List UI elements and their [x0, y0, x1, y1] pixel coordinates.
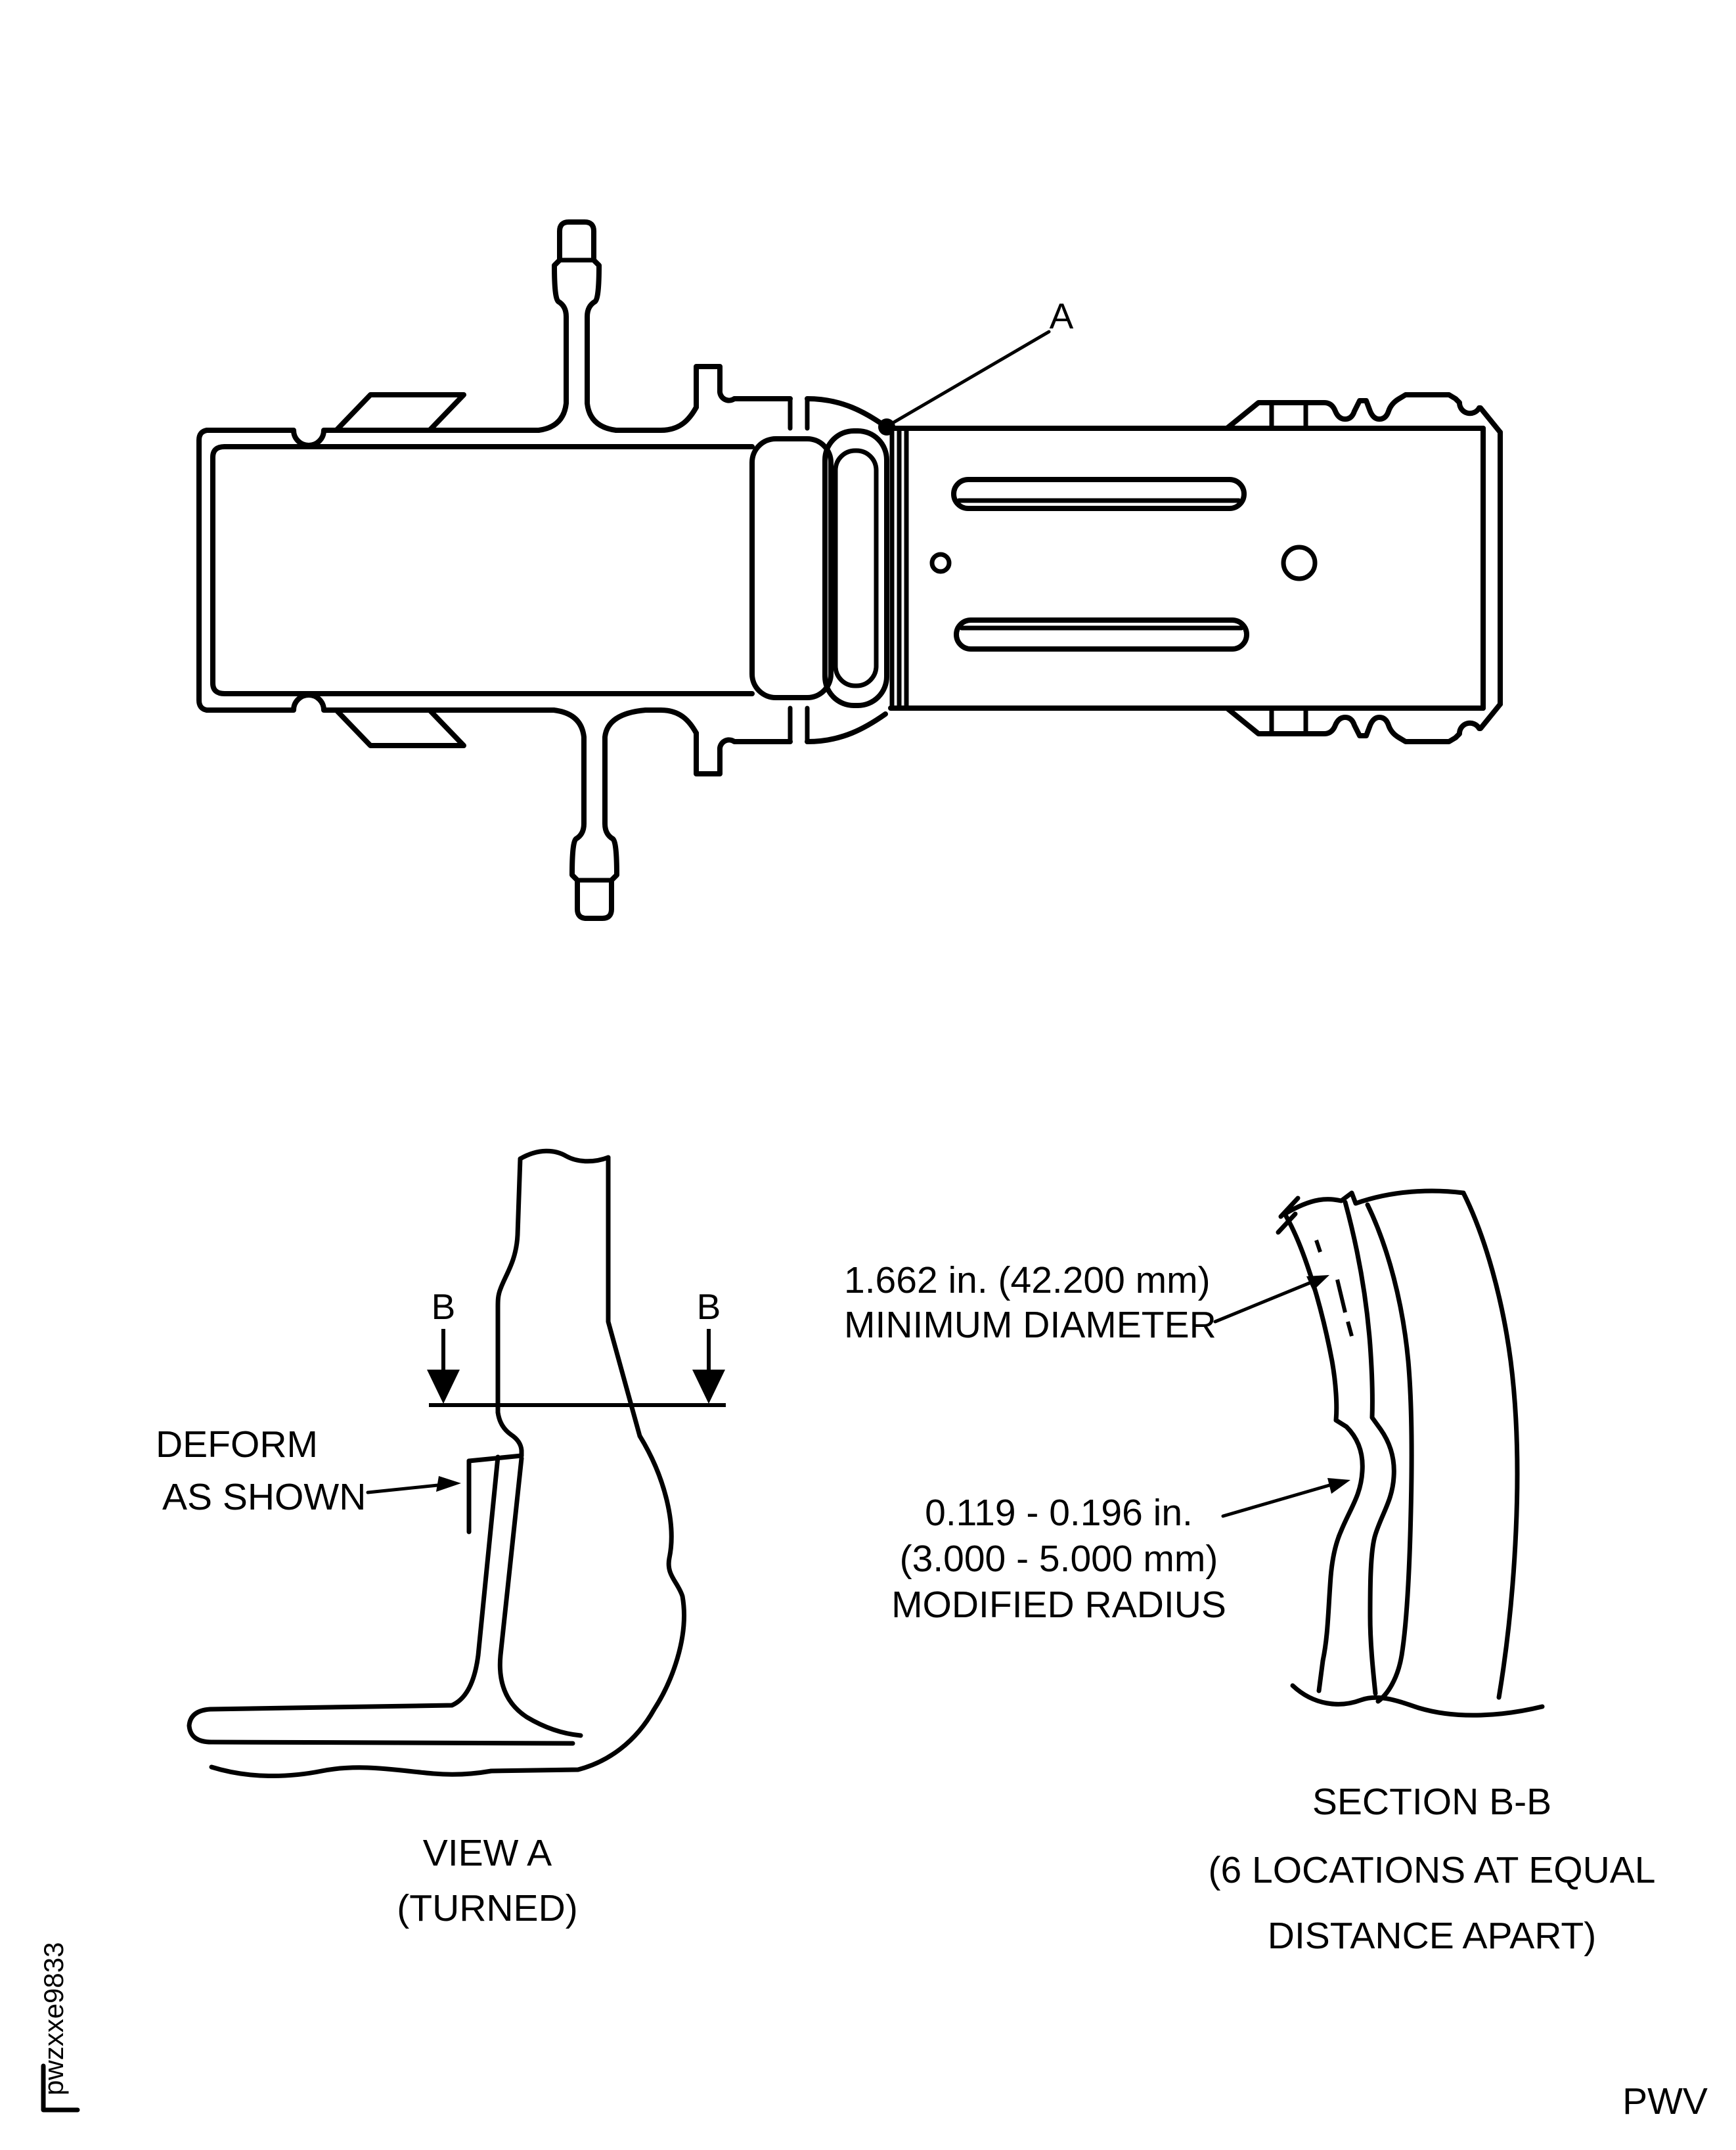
top-fitting-right-profile: [587, 260, 616, 430]
bottom-hook-bracket: [696, 733, 790, 774]
tube-top-line-right: [616, 407, 696, 430]
section-bb-caption-line3: DISTANCE APART): [1267, 1915, 1597, 1957]
callout-a-leader: [888, 332, 1049, 426]
min-diameter-arrowhead: [1306, 1275, 1329, 1291]
deform-label-line2: AS SHOWN: [162, 1476, 367, 1518]
section-marker-left-label: B: [431, 1286, 456, 1327]
deform-arrowhead: [436, 1476, 461, 1492]
deform-label-line1: DEFORM: [156, 1423, 318, 1466]
viewa-neck-curve: [498, 1412, 522, 1456]
section-arrow-right-head: [692, 1370, 725, 1404]
deform-leader: [368, 1485, 444, 1492]
seal-rings: [892, 428, 906, 708]
viewa-wall-inner: [500, 1458, 581, 1736]
top-weld-ticks: [790, 399, 807, 428]
page-code-text: PWV: [1622, 2080, 1708, 2122]
seal-boot-inner: [835, 451, 876, 686]
top-fitting-left-profile: [539, 260, 566, 430]
tube-bottom-band: [336, 710, 464, 746]
modified-radius-line2: (3.000 - 5.000 mm): [899, 1538, 1218, 1580]
sectionbb-band-line2: [1345, 1202, 1394, 1693]
bottom-weld-ticks: [790, 708, 807, 742]
viewa-deform-tab-top: [469, 1456, 522, 1461]
sleeve-hole-large: [1283, 547, 1315, 579]
slip-collar: [752, 439, 831, 698]
tube-top-band: [336, 395, 464, 430]
min-diameter-line2: MINIMUM DIAMETER: [844, 1304, 1216, 1346]
bottom-yoke-curve: [807, 714, 885, 742]
min-diameter-leader: [1215, 1283, 1310, 1322]
section-bb-figure: [844, 1191, 1656, 1957]
modified-radius-arrowhead: [1327, 1478, 1350, 1494]
top-fitting-tip: [560, 222, 594, 260]
callout-a-dot: [878, 418, 895, 436]
sleeve-slot-top: [954, 480, 1244, 508]
tube-left-cap-outer: [199, 430, 207, 710]
top-hook-bracket: [696, 367, 790, 407]
view-a-caption-line1: VIEW A: [422, 1832, 552, 1874]
section-bb-caption-line1: SECTION B-B: [1312, 1781, 1552, 1823]
sleeve-slot-bottom: [956, 620, 1247, 649]
sectionbb-band-line1: [1285, 1214, 1362, 1691]
figure-code-text: pwzxxe9833: [38, 1942, 69, 2095]
modified-radius-line1: 0.119 - 0.196 in.: [925, 1492, 1193, 1534]
callout-a-label: A: [1049, 296, 1074, 336]
sleeve-hole-small: [932, 554, 949, 571]
sleeve-crimp-bottom-ticks: [1272, 708, 1306, 734]
bottom-fitting-right-profile: [605, 710, 646, 880]
sectionbb-bottom-break: [1293, 1686, 1542, 1715]
driveshaft-slip-joint-cross-section: [199, 222, 1500, 918]
tube-left-cap-inner: [213, 447, 225, 694]
section-arrow-left-head: [427, 1370, 460, 1404]
bottom-fitting-tip: [577, 880, 612, 918]
sectionbb-top-break: [1285, 1191, 1463, 1214]
view-a-caption-line2: (TURNED): [397, 1887, 578, 1929]
viewa-bar-right-edge: [608, 1157, 640, 1436]
view-a-figure: [156, 1151, 726, 1929]
bottom-fitting-left-profile: [554, 710, 584, 880]
sleeve-crimp-top-ticks: [1272, 403, 1306, 428]
modified-radius-line3: MODIFIED RADIUS: [891, 1584, 1226, 1626]
modified-radius-leader: [1223, 1485, 1329, 1516]
viewa-bar-left-edge: [498, 1159, 520, 1412]
min-diameter-line1: 1.662 in. (42.200 mm): [844, 1259, 1211, 1301]
top-yoke-curve: [807, 399, 885, 426]
sectionbb-band-line4: [1463, 1193, 1517, 1697]
viewa-foot-break: [211, 1767, 491, 1776]
tube-bottom-line-right: [646, 710, 696, 733]
viewa-bar-break-top: [520, 1151, 608, 1161]
page-marks: [38, 1942, 1708, 2122]
section-bb-caption-line2: (6 LOCATIONS AT EQUAL: [1208, 1849, 1656, 1891]
section-marker-right-label: B: [696, 1286, 721, 1327]
